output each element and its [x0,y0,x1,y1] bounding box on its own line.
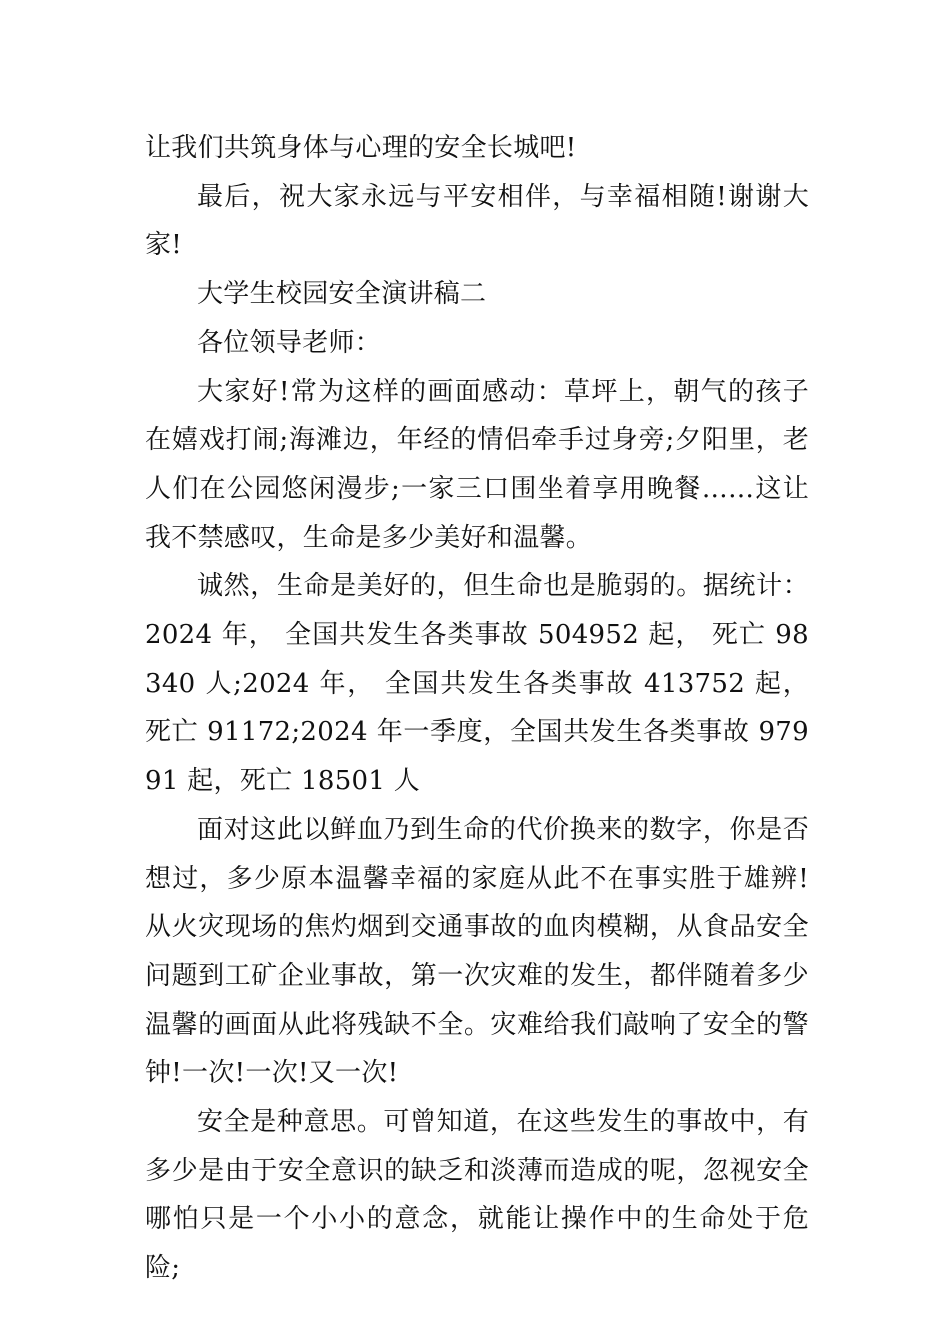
paragraph-continuation: 让我们共筑身体与心理的安全长城吧! [145,133,577,163]
salutation: 各位领导老师： [197,327,382,358]
paragraph-statistics: 诚然，生命是美好的，但生命也是脆弱的。据统计：2024 年， 全国共发生各类事故 504952 起， 死亡 98340 人;2024 年， 全国共发生各类事故 413752 起， 死亡 91172;2024 年一季度，全国共发生各类事故 97991 起，死亡 18501 人 [145,571,809,797]
paragraph-closing: 最后，祝大家永远与平安相伴，与幸福相随!谢谢大家! [145,181,809,261]
paragraph-safety-awareness: 安全是种意思。可曾知道，在这些发生的事故中，有多少是由于安全意识的缺乏和淡薄而造成的呢，忽视安全哪怕只是一个小小的意念，就能让操作中的生命处于危险; [145,1107,809,1284]
paragraph-reflection: 面对这此以鲜血乃到生命的代价换来的数字，你是否想过，多少原本温馨幸福的家庭从此不在事实胜于雄辨!从火灾现场的焦灼烟到交通事故的血肉模糊，从食品安全问题到工矿企业事故，第一次灾难的发生，都伴随着多少温馨的画面从此将残缺不全。灾难给我们敲响了安全的警钟!一次!一次!又一次! [145,814,809,1089]
paragraph-greeting: 大家好!常为这样的画面感动：草坪上，朝气的孩子在嬉戏打闹;海滩边，年经的情侣牵手过身旁;夕阳里，老人们在公园悠闲漫步;一家三口围坐着享用晚餐……这让我不禁感叹，生命是多少美好和温馨。 [145,376,809,553]
document-body [145,124,809,1293]
section-heading: 大学生校园安全演讲稿二 [197,279,487,310]
